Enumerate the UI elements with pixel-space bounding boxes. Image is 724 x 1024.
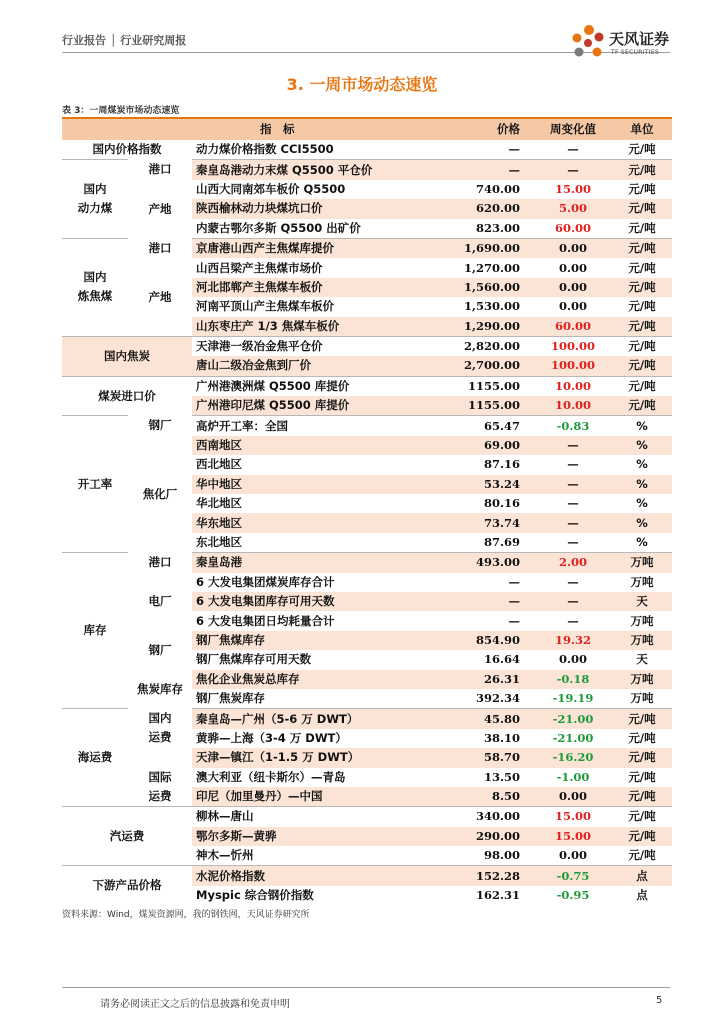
price-cell: 152.28 — [454, 866, 534, 886]
unit-cell: % — [636, 457, 648, 472]
unit-cell: % — [612, 475, 672, 494]
category-cell: 汽运费 — [62, 807, 192, 866]
indicator-cell: 秦皇岛港 — [192, 553, 454, 573]
indicator-cell: 天津—镇江（1-1.5 万 DWT） — [192, 748, 454, 767]
table-row — [62, 376, 672, 396]
section-title: 3. 一周市场动态速览 — [286, 75, 438, 94]
change-cell: 15.00 — [534, 827, 612, 846]
change-cell: — — [567, 613, 579, 628]
indicator-cell: 内蒙古鄂尔多斯 Q5500 出矿价 — [196, 220, 361, 235]
report-type: 行业报告 │ 行业研究周报 — [62, 34, 187, 47]
indicator-cell: 西北地区 — [196, 457, 242, 472]
unit-cell: % — [612, 416, 672, 436]
unit-cell: 元/吨 — [612, 376, 672, 396]
price-cell: 162.31 — [475, 888, 520, 903]
indicator-cell: 6 大发电集团库存可用天数 — [192, 592, 454, 611]
logo-flower-icon — [567, 22, 611, 62]
table-row — [62, 238, 672, 258]
change-cell: 15.00 — [534, 807, 612, 827]
price-cell: 98.00 — [483, 848, 520, 863]
price-cell: 45.80 — [454, 709, 534, 729]
change-cell: — — [534, 160, 612, 180]
indicator-cell: 山西大同南郊车板价 Q5500 — [196, 181, 346, 196]
indicator-cell: 广州港澳洲煤 Q5500 库提价 — [192, 376, 454, 396]
table-row — [62, 768, 672, 787]
price-cell: 1,290.00 — [454, 317, 534, 337]
logo-name: 天风证券 — [609, 30, 670, 48]
price-cell: 38.10 — [483, 730, 520, 745]
subcategory-cell: 港口 — [148, 240, 172, 255]
unit-cell: % — [636, 535, 648, 549]
unit-cell: 万吨 — [630, 574, 654, 589]
category-cell: 煤炭进口价 — [62, 376, 192, 416]
subcategory-cell — [128, 748, 192, 767]
unit-cell: 元/吨 — [628, 142, 656, 157]
subcategory-cell: 焦炭库存 — [137, 681, 183, 696]
footer-divider — [62, 987, 670, 988]
table-row — [62, 336, 672, 356]
change-cell: 5.00 — [534, 199, 612, 218]
unit-cell: 万吨 — [612, 553, 672, 573]
indicator-cell: 神木—忻州 — [196, 848, 254, 863]
indicator-cell: 河北邯郸产主焦煤车板价 — [192, 278, 454, 297]
indicator-cell: 秦皇岛—广州（5-6 万 DWT） — [192, 709, 454, 729]
change-cell: 0.00 — [558, 299, 587, 314]
category-cell: 国内 动力煤 — [62, 160, 128, 239]
change-cell: -0.83 — [534, 416, 612, 436]
subcategory-cell: 焦化厂 — [142, 486, 178, 501]
change-cell: 100.00 — [534, 356, 612, 376]
table-row — [62, 866, 672, 886]
category-cell: 下游产品价格 — [62, 866, 192, 905]
table-row — [62, 258, 672, 277]
price-cell: 1,270.00 — [463, 260, 520, 275]
unit-cell: 元/吨 — [612, 356, 672, 376]
unit-cell: 万吨 — [612, 631, 672, 650]
indicator-cell: 水泥价格指数 — [192, 866, 454, 886]
price-cell: 854.90 — [454, 631, 534, 650]
indicator-cell: 华东地区 — [192, 513, 454, 532]
subcategory-cell: 电厂 — [148, 594, 172, 609]
unit-cell: 元/吨 — [612, 748, 672, 767]
table-row — [62, 416, 672, 436]
category-cell: 国内焦炭 — [62, 336, 192, 376]
price-cell: — — [454, 592, 534, 611]
change-cell: — — [567, 574, 579, 589]
category-cell: 海运费 — [62, 709, 128, 807]
subcategory-cell: 产地 — [148, 201, 172, 216]
price-cell: 87.69 — [483, 535, 520, 549]
table-row — [62, 709, 672, 729]
table-row — [62, 436, 672, 455]
price-cell: 1155.00 — [454, 396, 534, 416]
change-cell: -19.19 — [552, 691, 594, 706]
change-cell: 60.00 — [554, 220, 591, 235]
change-cell: — — [567, 457, 579, 472]
table-row — [62, 631, 672, 650]
price-cell: 1,560.00 — [454, 278, 534, 297]
table-row — [62, 140, 672, 160]
price-cell: 493.00 — [454, 553, 534, 573]
subcategory-cell: 产地 — [148, 289, 172, 304]
unit-cell: 点 — [612, 866, 672, 886]
price-cell: 58.70 — [454, 748, 534, 767]
change-cell: -21.00 — [534, 709, 612, 729]
unit-cell: 元/吨 — [628, 848, 656, 863]
unit-cell: % — [636, 496, 648, 511]
change-cell: — — [534, 513, 612, 532]
unit-cell: 元/吨 — [612, 709, 672, 729]
change-cell: 10.00 — [534, 376, 612, 396]
indicator-cell: 陕西榆林动力块煤坑口价 — [192, 199, 454, 218]
page-number: 5 — [656, 995, 663, 1006]
price-cell: 2,700.00 — [454, 356, 534, 376]
unit-cell: 元/吨 — [628, 260, 656, 275]
unit-cell: 元/吨 — [612, 160, 672, 180]
unit-cell: 元/吨 — [612, 238, 672, 258]
change-cell: 2.00 — [534, 553, 612, 573]
header-indicator: 指 标 — [192, 119, 454, 140]
price-cell: 823.00 — [475, 220, 520, 235]
unit-cell: 天 — [636, 652, 648, 667]
indicator-cell: 华北地区 — [196, 496, 242, 511]
indicator-cell: 动力煤价格指数 CCI5500 — [196, 142, 334, 157]
table-row — [62, 180, 672, 199]
price-cell: 26.31 — [454, 670, 534, 689]
indicator-cell: 澳大利亚（纽卡斯尔）—青岛 — [196, 769, 346, 784]
indicator-cell: 唐山二级冶金焦到厂价 — [192, 356, 454, 376]
price-cell: — — [508, 574, 520, 589]
indicator-cell: 西南地区 — [192, 436, 454, 455]
unit-cell: 元/吨 — [612, 199, 672, 218]
indicator-cell: 东北地区 — [196, 535, 242, 549]
indicator-cell: 山东枣庄产 1/3 焦煤车板价 — [192, 317, 454, 337]
indicator-cell: 山西吕梁产主焦煤市场价 — [196, 260, 323, 275]
indicator-cell: 高炉开工率：全国 — [192, 416, 454, 436]
header-change: 周变化值 — [534, 119, 612, 140]
indicator-cell: 秦皇岛港动力末煤 Q5500 平仓价 — [192, 160, 454, 180]
indicator-cell: 河南平顶山产主焦煤车板价 — [196, 299, 334, 314]
company-logo — [567, 22, 677, 62]
coal-market-table — [62, 119, 672, 905]
indicator-cell: 鄂尔多斯—黄骅 — [192, 827, 454, 846]
unit-cell: 元/吨 — [628, 220, 656, 235]
unit-cell: 点 — [636, 888, 648, 903]
price-cell: 80.16 — [483, 496, 520, 511]
change-cell: — — [567, 496, 579, 511]
disclaimer-text: 请务必阅读正文之后的信息披露和免责申明 — [100, 999, 290, 1010]
table-caption: 表 3：一周煤炭市场动态速览 — [62, 106, 180, 116]
indicator-cell: 黄骅—上海（3-4 万 DWT） — [196, 730, 347, 745]
unit-cell: 万吨 — [630, 613, 654, 628]
indicator-cell: 广州港印尼煤 Q5500 库提价 — [192, 396, 454, 416]
unit-cell: 元/吨 — [612, 336, 672, 356]
header-blank — [62, 119, 192, 140]
indicator-cell: 天津港一级冶金焦平仓价 — [192, 336, 454, 356]
unit-cell: % — [612, 513, 672, 532]
change-cell: -1.00 — [556, 769, 590, 784]
logo-english: TF SECURITIES — [611, 49, 660, 56]
change-cell: 0.00 — [534, 278, 612, 297]
change-cell: — — [567, 142, 579, 157]
unit-cell: 元/吨 — [612, 317, 672, 337]
price-cell: 740.00 — [475, 181, 520, 196]
price-cell: 2,820.00 — [454, 336, 534, 356]
change-cell: 0.00 — [558, 848, 587, 863]
indicator-cell: 6 大发电集团煤炭库存合计 — [196, 574, 335, 589]
change-cell: -21.00 — [552, 730, 594, 745]
change-cell: -0.95 — [556, 888, 590, 903]
price-cell: 73.74 — [454, 513, 534, 532]
subcategory-cell: 港口 — [148, 162, 172, 177]
change-cell: 15.00 — [554, 181, 591, 196]
unit-cell: 万吨 — [630, 691, 654, 706]
category-cell: 开工率 — [62, 416, 128, 553]
header-price: 价格 — [454, 119, 534, 140]
table-row — [62, 748, 672, 767]
unit-cell: 元/吨 — [628, 299, 656, 314]
price-cell: 392.34 — [475, 691, 520, 706]
change-cell: 60.00 — [534, 317, 612, 337]
subcategory-cell: 港口 — [148, 555, 172, 570]
indicator-cell: 钢厂焦炭库存 — [196, 691, 265, 706]
change-cell: — — [534, 475, 612, 494]
unit-cell: 元/吨 — [612, 807, 672, 827]
indicator-cell: Myspic 综合钢价指数 — [196, 888, 314, 903]
change-cell: -0.18 — [534, 670, 612, 689]
change-cell: -0.75 — [534, 866, 612, 886]
change-cell: 0.00 — [558, 652, 587, 667]
change-cell: 0.00 — [534, 238, 612, 258]
table-row — [62, 807, 672, 827]
category-cell: 库存 — [62, 553, 128, 709]
indicator-cell: 钢厂焦煤库存 — [192, 631, 454, 650]
change-cell: 100.00 — [534, 336, 612, 356]
price-cell: 16.64 — [483, 652, 520, 667]
change-cell: 0.00 — [534, 787, 612, 807]
subcategory-cell: 国内 运费 — [148, 711, 172, 745]
subcategory-cell: 钢厂 — [148, 642, 172, 657]
price-cell: 290.00 — [454, 827, 534, 846]
indicator-cell: 柳林—唐山 — [192, 807, 454, 827]
table-row — [62, 573, 672, 592]
change-cell: 10.00 — [534, 396, 612, 416]
indicator-cell: 焦化企业焦炭总库存 — [192, 670, 454, 689]
price-cell: 620.00 — [454, 199, 534, 218]
price-cell: — — [508, 142, 520, 157]
subcategory-cell: 国际 运费 — [148, 769, 172, 803]
indicator-cell: 印尼（加里曼丹）—中国 — [192, 787, 454, 807]
unit-cell: 元/吨 — [612, 787, 672, 807]
unit-cell: 元/吨 — [628, 181, 656, 196]
price-cell: 8.50 — [454, 787, 534, 807]
unit-cell: 元/吨 — [628, 769, 656, 784]
price-cell: 1155.00 — [454, 376, 534, 396]
unit-cell: 天 — [612, 592, 672, 611]
change-cell: — — [567, 535, 579, 549]
price-cell: 13.50 — [483, 769, 520, 784]
category-cell: 国内价格指数 — [92, 142, 162, 157]
price-cell: 65.47 — [454, 416, 534, 436]
change-cell: -16.20 — [534, 748, 612, 767]
indicator-cell: 华中地区 — [192, 475, 454, 494]
price-cell: — — [508, 613, 520, 628]
unit-cell: 元/吨 — [612, 278, 672, 297]
indicator-cell: 京唐港山西产主焦煤库提价 — [192, 238, 454, 258]
table-row — [62, 670, 672, 689]
change-cell: — — [534, 436, 612, 455]
category-cell: 国内 炼焦煤 — [62, 238, 128, 336]
indicator-cell: 钢厂焦煤库存可用天数 — [196, 652, 311, 667]
change-cell: 19.32 — [534, 631, 612, 650]
unit-cell: % — [612, 436, 672, 455]
table-header-row — [62, 119, 672, 140]
price-cell: 1,690.00 — [454, 238, 534, 258]
indicator-cell: 6 大发电集团日均耗量合计 — [196, 613, 335, 628]
header-unit: 单位 — [612, 119, 672, 140]
price-cell: 53.24 — [454, 475, 534, 494]
price-cell: — — [454, 160, 534, 180]
price-cell: 1,530.00 — [463, 299, 520, 314]
subcategory-cell: 钢厂 — [148, 418, 172, 433]
change-cell: 0.00 — [558, 260, 587, 275]
price-cell: 340.00 — [454, 807, 534, 827]
change-cell: — — [534, 592, 612, 611]
unit-cell: 万吨 — [612, 670, 672, 689]
price-cell: 69.00 — [454, 436, 534, 455]
unit-cell: 元/吨 — [612, 827, 672, 846]
table-row — [62, 160, 672, 180]
table-row — [62, 553, 672, 573]
unit-cell: 元/吨 — [612, 396, 672, 416]
data-source: 资料来源：Wind，煤炭资源网，我的钢铁网，天风证券研究所 — [62, 910, 310, 920]
price-cell: 87.16 — [483, 457, 520, 472]
unit-cell: 元/吨 — [628, 730, 656, 745]
